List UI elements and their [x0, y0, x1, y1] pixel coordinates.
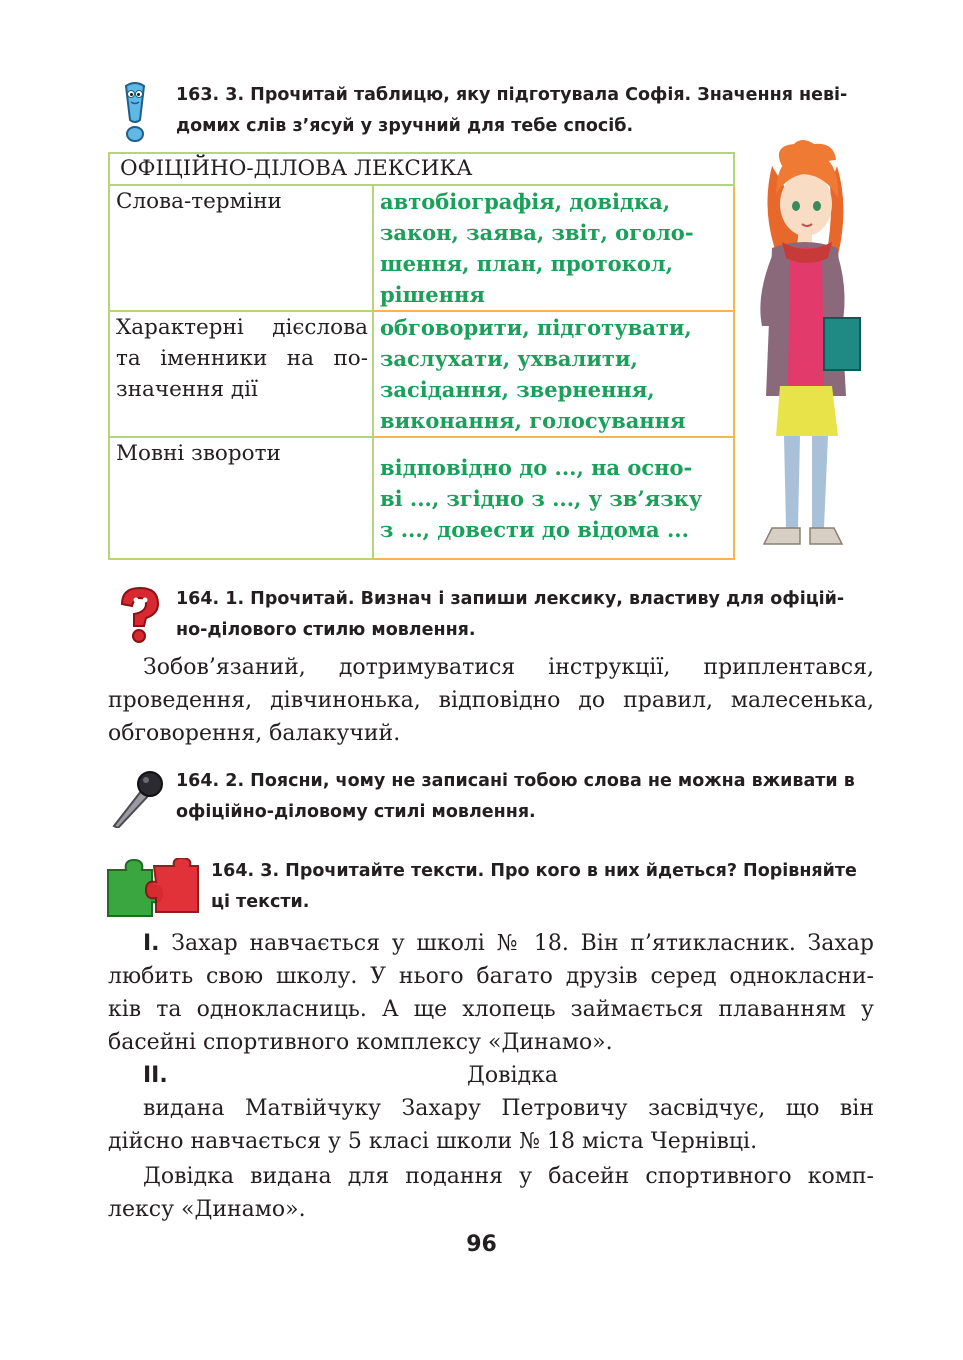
value-line: шення, план, протокол,: [380, 251, 673, 276]
body-line: проведення, дівчинонька, відповідно до правил, малесенька,: [108, 688, 874, 713]
text-two-heading: [108, 1059, 874, 1092]
girl-illustration: [742, 136, 868, 556]
task-164-1-line-2: но-ділового стилю мовлення.: [176, 620, 476, 640]
text-one-line: [108, 927, 874, 960]
value-line: рішення: [380, 282, 485, 307]
body-line: Зобов’язаний, дотримуватися інструкції, приплентався,: [143, 655, 874, 680]
task-164-1-line-1: 164. 1. Прочитай. Визнач і запиши лексику, властиву для офіцій-: [176, 589, 845, 609]
text-one-line: басейні спортивного комплексу «Динамо».: [108, 1030, 613, 1055]
question-mark-icon: [112, 586, 164, 644]
task-164-3-heading: [211, 856, 876, 918]
value-line: заслухати, ухвалити,: [380, 346, 638, 371]
text-two-title: Довідка: [467, 1063, 558, 1088]
text-one-line: ків та однокласниць. А ще хлопець займається плаванням у: [108, 997, 874, 1022]
table-row-values: [373, 311, 734, 437]
table-row: [109, 185, 734, 311]
text-one-marker: І.: [143, 931, 160, 956]
task-164-2-line-2: офіційно-діловому стилі мовлення.: [176, 802, 536, 822]
value-line: відповідно до ..., на осно-: [380, 455, 693, 480]
microphone-icon: [108, 770, 164, 828]
task-164-3-line-2: ці тексти.: [211, 892, 310, 912]
page-number: 96: [466, 1232, 497, 1257]
value-line: виконання, голосування: [380, 408, 686, 433]
task-163-heading: [176, 80, 876, 142]
label-line: Характерні дієслова: [116, 315, 368, 340]
text-two-line: лексу «Динамо».: [108, 1197, 306, 1222]
value-line: закон, заява, звіт, оголо-: [380, 220, 694, 245]
table-header: ОФІЦІЙНО-ДІЛОВА ЛЕКСИКА: [109, 153, 734, 185]
table-row-values: [373, 437, 734, 559]
label-line: та іменники на по-: [116, 346, 368, 371]
table-row-label: [109, 185, 373, 311]
official-lexicon-table: [108, 152, 735, 560]
task-164-3-texts: [108, 927, 874, 1226]
task-164-2-line-1: 164. 2. Поясни, чому не записані тобою слова не можна вживати в: [176, 771, 855, 791]
task-164-3-line-1: 164. 3. Прочитайте тексти. Про кого в них йдеться? Порівняйте: [211, 861, 857, 881]
label-line: значення дії: [116, 377, 258, 402]
task-164-1-heading: [176, 584, 876, 646]
value-line: обговорити, підготувати,: [380, 315, 692, 340]
task-164-2-heading: [176, 766, 876, 828]
text-two-line: видана Матвійчуку Захару Петровичу засвідчує, що він: [143, 1096, 874, 1121]
task-164-1-text: [108, 651, 874, 750]
value-line: автобіографія, довідка,: [380, 189, 671, 214]
table-row-values: [373, 185, 734, 311]
table-row: [109, 437, 734, 559]
body-line: обговорення, балакучий.: [108, 721, 401, 746]
value-line: засідання, звернення,: [380, 377, 655, 402]
task-163-line-2: домих слів з’ясуй у зручний для тебе спосіб.: [176, 116, 634, 136]
label-line: Мовні звороти: [116, 441, 281, 466]
value-line: з ..., довести до відома ...: [380, 517, 689, 542]
exclamation-mark-icon: [118, 80, 152, 144]
value-line: ві ..., згідно з ..., у зв’язку: [380, 486, 703, 511]
puzzle-pieces-icon: [104, 858, 200, 918]
text-two-line: Довідка видана для подання у басейн спортивного комп-: [143, 1164, 874, 1189]
text-two-line: дійсно навчається у 5 класі школи № 18 міста Чернівці.: [108, 1129, 758, 1154]
table-row-label: [109, 311, 373, 437]
text-one-line: любить свою школу. У нього багато друзів серед однокласни-: [108, 964, 874, 989]
label-line: Слова-терміни: [116, 189, 282, 214]
table-row-label: [109, 437, 373, 559]
task-163-line-1: 163. 3. Прочитай таблицю, яку підготувала Софія. Значення неві-: [176, 85, 848, 105]
text-two-marker: ІІ.: [143, 1063, 168, 1088]
text-one-line-content: Захар навчається у школі № 18. Він п’ятикласник. Захар: [159, 931, 874, 956]
table-row: [109, 311, 734, 437]
